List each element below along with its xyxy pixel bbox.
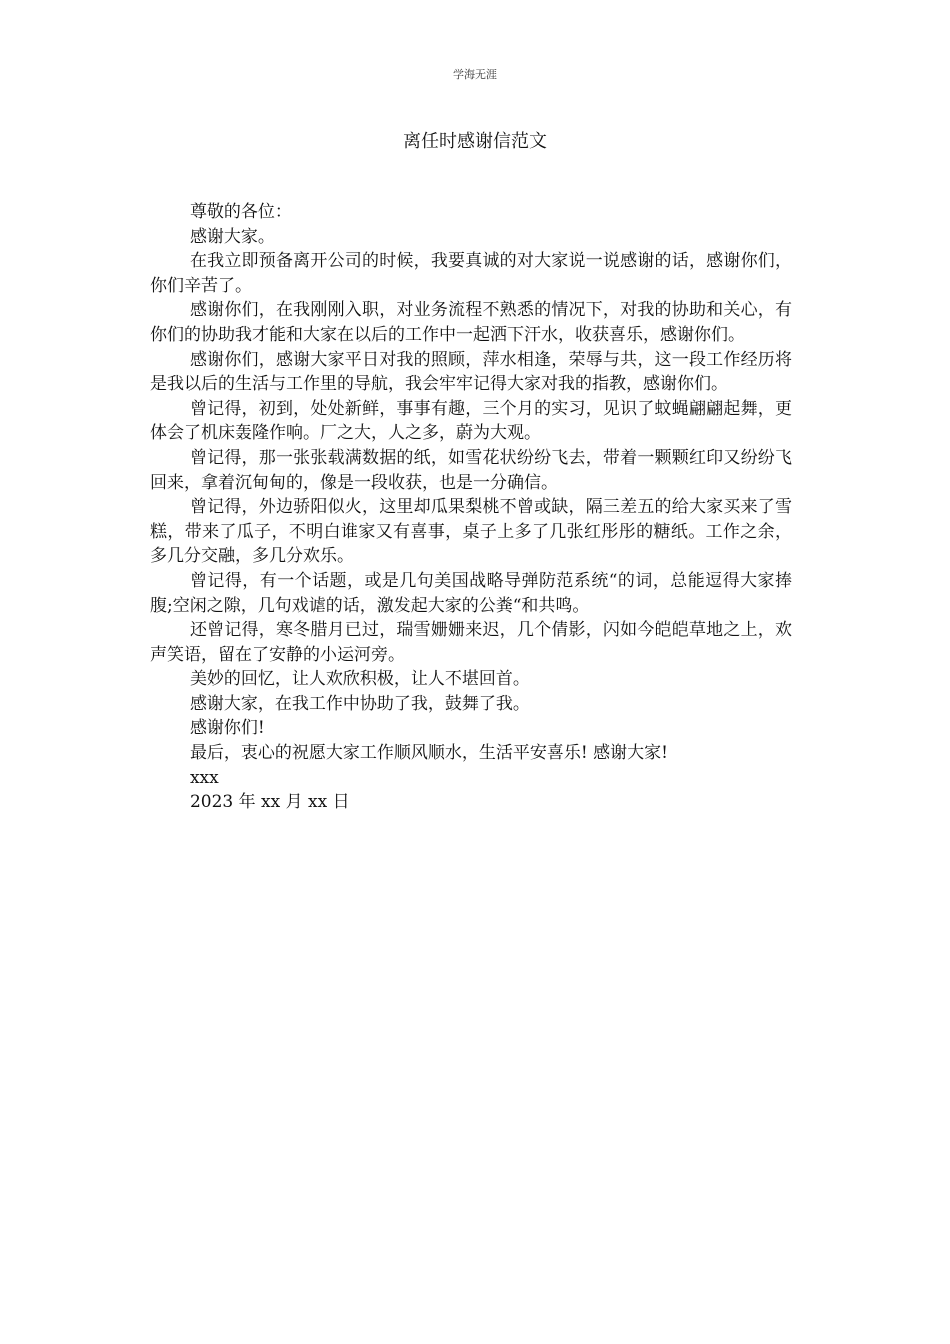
paragraph: 感谢你们，感谢大家平日对我的照顾，萍水相逢，荣辱与共，这一段工作经历将是我以后的生活与工作里的导航，我会牢牢记得大家对我的指教，感谢你们。 bbox=[150, 349, 792, 395]
paragraph: 曾记得，初到，处处新鲜，事事有趣，三个月的实习，见识了蚊蝇翩翩起舞，更体会了机床轰隆作响。厂之大，人之多，蔚为大观。 bbox=[150, 398, 792, 444]
salutation: 尊敬的各位： bbox=[189, 202, 292, 222]
paragraph: 曾记得，那一张张载满数据的纸，如雪花状纷纷飞去，带着一颗颗红印又纷纷飞回来，拿着沉甸甸的，像是一段收获，也是一分确信。 bbox=[150, 447, 792, 493]
document-title: 离任时感谢信范文 bbox=[403, 131, 547, 152]
paragraph: 曾记得，有一个话题，或是几句美国战略导弹防范系统“的词，总能逗得大家捧腹;空闲之隙，几句戏谑的话，激发起大家的公粪“和共鸣。 bbox=[150, 570, 792, 616]
paragraph: 感谢大家。 bbox=[189, 226, 275, 247]
closing-paragraph: 最后，衷心的祝愿大家工作顺风顺水，生活平安喜乐! 感谢大家! bbox=[189, 743, 669, 764]
paragraph: 还曾记得，寒冬腊月已过，瑞雪姗姗来迟，几个倩影，闪如今皑皑草地之上，欢声笑语，留在了安静的小运河旁。 bbox=[150, 620, 792, 665]
paragraph: 曾记得，外边骄阳似火，这里却瓜果梨桃不曾或缺，隔三差五的给大家买来了雪糕，带来了瓜子，不明白谁家又有喜事，桌子上多了几张红彤彤的糖纸。工作之余，多几分交融，多几分欢乐。 bbox=[150, 497, 792, 567]
paragraph: 在我立即预备离开公司的时候，我要真诚的对大家说一说感谢的话，感谢你们，你们辛苦了。 bbox=[150, 251, 792, 296]
page-header: 学海无涯 bbox=[453, 68, 497, 81]
paragraph: 感谢你们，在我刚刚入职，对业务流程不熟悉的情况下，对我的协助和关心，有你们的协助我才能和大家在以后的工作中一起洒下汗水，收获喜乐，感谢你们。 bbox=[150, 300, 792, 345]
paragraph: 感谢你们! bbox=[189, 718, 265, 739]
date-line: 2023 年 xx 月 xx 日 bbox=[189, 792, 350, 813]
paragraph: 感谢大家，在我工作中协助了我，鼓舞了我。 bbox=[189, 693, 530, 714]
letter-body bbox=[150, 200, 792, 815]
paragraph: 美妙的回忆，让人欢欣积极，让人不堪回首。 bbox=[189, 669, 530, 690]
signature: xxx bbox=[189, 767, 219, 788]
